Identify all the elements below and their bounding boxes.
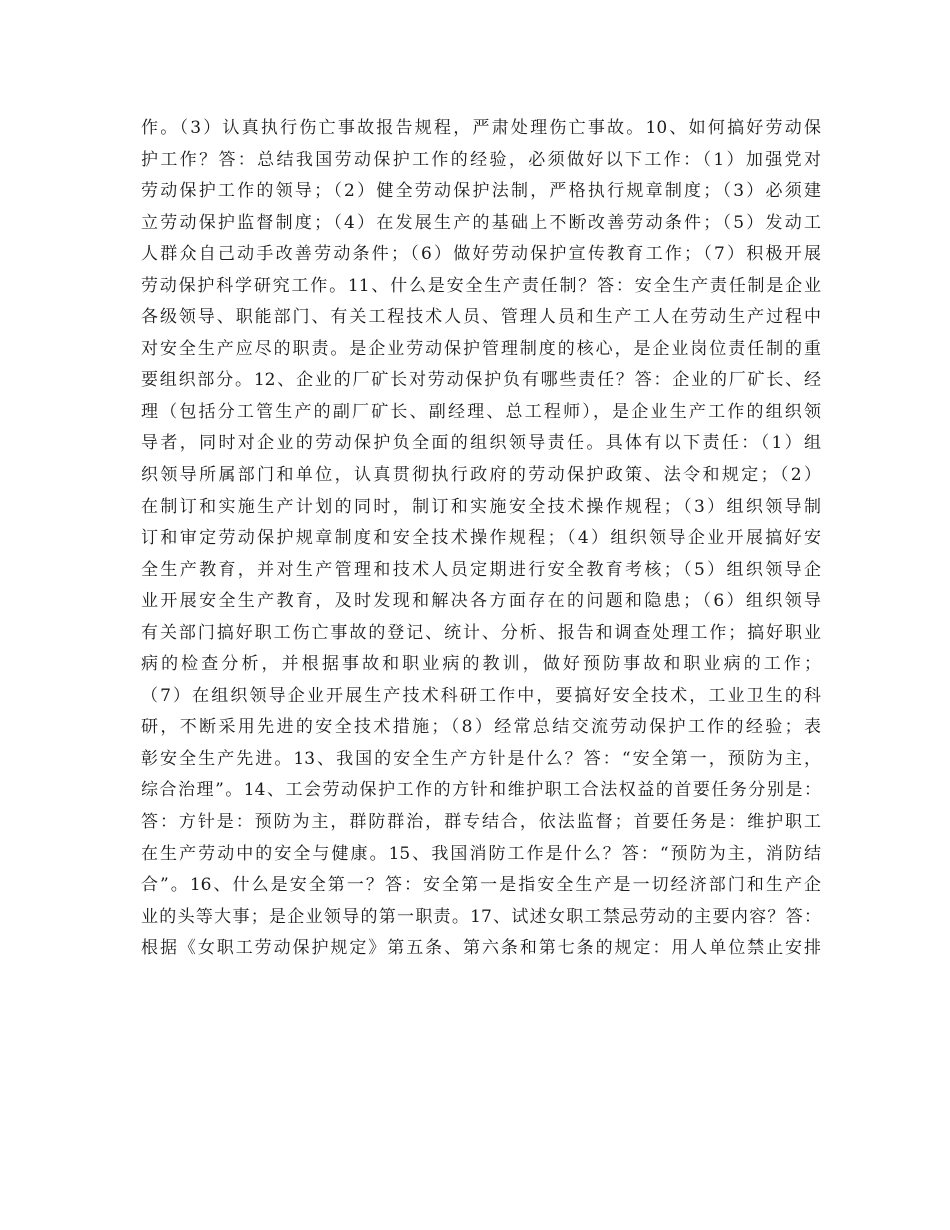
text-line-1: 作。（3）认真执行伤亡事故报告规程，严肃处理伤亡事故。10、如何搞好劳动保 <box>141 118 821 138</box>
body-text <box>141 113 821 965</box>
text-line-20: 研，不断采用先进的安全技术措施；（8）经常总结交流劳动保护工作的经验；表 <box>141 717 821 738</box>
text-line-10: 理（包括分工管生产的副厂矿长、副经理、总工程师），是企业生产工作的组织领 <box>141 401 821 422</box>
text-line-22: 综合治理”。14、工会劳动保护工作的方针和维护职工合法权益的首要任务分别是： <box>141 780 821 801</box>
text-line-27: 根据《女职工劳动保护规定》第五条、第六条和第七条的规定：用人单位禁止安排 <box>141 938 821 959</box>
text-line-26: 业的头等大事；是企业领导的第一职责。17、试述女职工禁忌劳动的主要内容？答： <box>141 906 821 927</box>
text-line-4: 立劳动保护监督制度；（4）在发展生产的基础上不断改善劳动条件；（5）发动工 <box>141 212 821 233</box>
text-line-18: 病的检查分析，并根据事故和职业病的教训，做好预防事故和职业病的工作； <box>141 654 821 675</box>
text-line-9: 要组织部分。12、企业的厂矿长对劳动保护负有哪些责任？答：企业的厂矿长、经 <box>141 370 821 391</box>
text-line-3: 劳动保护工作的领导；（2）健全劳动保护法制，严格执行规章制度；（3）必须建 <box>141 181 821 202</box>
text-line-19: （7）在组织领导企业开展生产技术科研工作中，要搞好安全技术，工业卫生的科 <box>141 685 821 706</box>
text-line-21: 彰安全生产先进。13、我国的安全生产方针是什么？答：“安全第一，预防为主， <box>141 748 821 769</box>
text-line-11: 导者，同时对企业的劳动保护负全面的组织领导责任。具体有以下责任：（1）组 <box>141 433 821 454</box>
text-line-6: 劳动保护科学研究工作。11、什么是安全生产责任制？答：安全生产责任制是企业 <box>141 275 821 296</box>
text-line-25: 合”。16、什么是安全第一？答：安全第一是指安全生产是一切经济部门和生产企 <box>141 875 821 896</box>
text-line-17: 有关部门搞好职工伤亡事故的登记、统计、分析、报告和调查处理工作；搞好职业 <box>141 622 821 643</box>
text-line-12: 织领导所属部门和单位，认真贯彻执行政府的劳动保护政策、法令和规定；（2） <box>141 465 821 486</box>
text-line-5: 人群众自己动手改善劳动条件；（6）做好劳动保护宣传教育工作；（7）积极开展 <box>141 244 821 265</box>
text-line-16: 业开展安全生产教育，及时发现和解决各方面存在的问题和隐患；（6）组织领导 <box>141 591 821 612</box>
text-line-7: 各级领导、职能部门、有关工程技术人员、管理人员和生产工人在劳动生产过程中 <box>141 307 821 328</box>
text-line-2: 护工作？答：总结我国劳动保护工作的经验，必须做好以下工作：（1）加强党对 <box>141 149 821 170</box>
text-line-8: 对安全生产应尽的职责。是企业劳动保护管理制度的核心，是企业岗位责任制的重 <box>141 338 821 359</box>
text-line-14: 订和审定劳动保护规章制度和安全技术操作规程；（4）组织领导企业开展搞好安 <box>141 528 821 549</box>
text-line-24: 在生产劳动中的安全与健康。15、我国消防工作是什么？答：“预防为主，消防结 <box>141 843 821 864</box>
text-line-15: 全生产教育，并对生产管理和技术人员定期进行安全教育考核；（5）组织领导企 <box>141 559 821 580</box>
text-line-23: 答：方针是：预防为主，群防群治，群专结合，依法监督；首要任务是：维护职工 <box>141 812 821 833</box>
text-line-13: 在制订和实施生产计划的同时，制订和实施安全技术操作规程；（3）组织领导制 <box>141 496 821 517</box>
